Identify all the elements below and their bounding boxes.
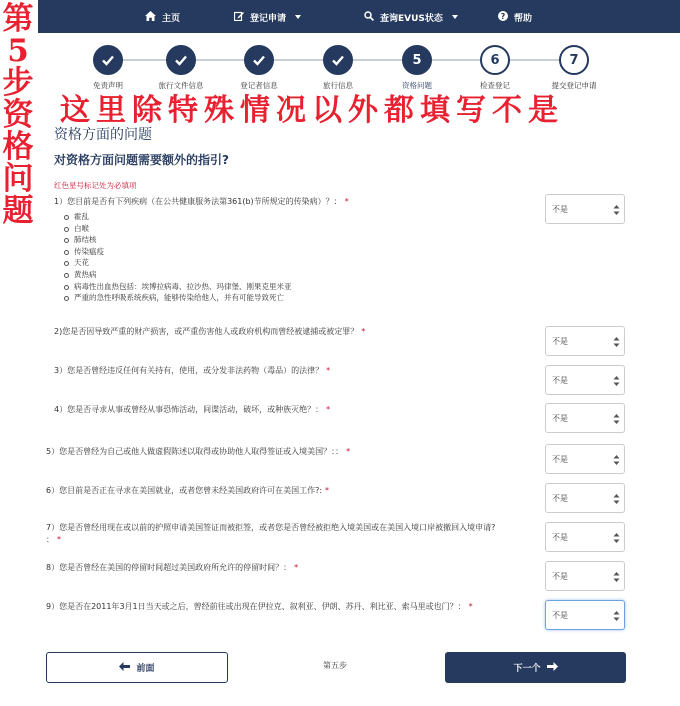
answer-select-7[interactable] [545,522,625,552]
step-done-badge [244,45,274,75]
list-item: 霍乱 [64,211,524,223]
question-text: 7）您是否曾经用现在或以前的护照申请美国签证而被拒签，或者您是否曾经被拒绝入境美国或在美国入境口岸被撤回入境申请? [46,523,496,532]
step-indicator: 第五步 [323,661,347,670]
nav-home[interactable] [145,9,180,25]
question-7 [46,522,531,546]
step-label: 登记者信息 [240,81,278,90]
next-button[interactable] [445,652,626,683]
annotation-char: 步 [2,65,34,101]
select-value: 不是 [552,413,568,423]
list-item: 病毒性出血热包括：埃博拉病毒、拉沙热、玛律堡、刚果克里米亚 [64,281,524,293]
check-icon [331,53,345,67]
select-arrows-icon [613,454,620,466]
select-value: 不是 [552,532,568,542]
disease-list [54,211,524,304]
annotation-char: 第 [2,1,34,37]
required-asterisk: * [294,563,299,572]
previous-button-label: 前面 [136,664,155,674]
step-label: 检查登记 [480,81,510,90]
select-value: 不是 [552,571,568,581]
annotation-char: 格 [2,129,34,165]
page-title: 资格方面的问题 [54,127,152,143]
answer-select-3[interactable] [545,365,625,395]
nav-register-label: 登记申请 [250,13,287,24]
question-text: 9）您是否在2011年3月1日当天或之后，曾经前往或出现在伊拉克、叙利亚、伊朗、苏丹、利比亚、索马里或也门？： [46,602,466,611]
question-5 [46,446,536,458]
step-done-badge [93,45,123,75]
nav-help[interactable] [498,9,532,25]
step-4 [299,45,377,91]
step-label: 旅行信息 [323,81,353,90]
answer-select-1[interactable] [545,194,625,224]
check-icon [174,53,188,67]
select-value: 不是 [552,204,568,214]
step-2 [142,45,220,91]
select-arrows-icon [613,532,620,544]
question-text-tail: ： [46,535,54,544]
list-item: 严重的急性呼吸系统疾病，能够传染给他人，并有可能导致死亡 [64,292,524,304]
select-value: 不是 [552,493,568,503]
check-icon [101,53,115,67]
required-asterisk: * [468,602,473,611]
step-label: 资格问题 [402,81,432,90]
top-annotation: 这里除特殊情况以外都填写不是 [60,93,564,128]
step-number: 7 [559,45,589,75]
select-arrows-icon [613,375,620,387]
question-text: 5）您是否曾经为自己或他人做虚假陈述以取得或协助他人取得签证或入境美国？：： [46,447,344,456]
previous-button[interactable] [46,652,228,683]
step-5 [378,45,456,91]
question-text: 3）您是否曾经违反任何有关持有，使用，或分发非法药物（毒品）的法律？ [54,366,324,375]
select-value: 不是 [552,375,568,385]
step-label: 旅行文件信息 [158,81,204,90]
question-circle-icon [498,11,508,24]
list-item: 黄热病 [64,269,524,281]
check-icon [252,53,266,67]
required-asterisk: * [326,366,331,375]
step-1 [69,45,147,91]
nav-status-label: 查询EVUS状态 [380,13,443,24]
search-icon [364,11,374,24]
list-item: 传染瘟疫 [64,246,524,258]
side-annotation [1,1,35,229]
question-text: 2)您是否因导致严重的财产损害，或严重伤害他人或政府机构而曾经被逮捕或被定罪？ [54,327,359,336]
arrow-right-icon [547,662,558,674]
next-button-label: 下一个 [513,664,541,674]
answer-select-8[interactable] [545,561,625,591]
eligibility-guidance-link[interactable]: 对资格方面问题需要额外的指引? [54,153,229,167]
answer-select-6[interactable] [545,483,625,513]
required-asterisk: * [346,447,351,456]
select-value: 不是 [552,336,568,346]
step-number: 5 [402,45,432,75]
nav-home-label: 主页 [162,13,181,24]
list-item: 天花 [64,257,524,269]
step-label: 提交登记申请 [551,81,597,90]
chevron-down-icon [452,15,458,19]
question-4 [54,404,534,416]
step-done-badge [166,45,196,75]
chevron-down-icon [295,15,301,19]
select-arrows-icon [613,204,620,216]
step-6 [456,45,534,91]
select-value: 不是 [552,610,568,620]
required-asterisk: * [326,405,331,414]
svg-text:?: ? [500,11,506,21]
list-item: 白喉 [64,223,524,235]
annotation-char: 5 [7,33,29,69]
select-arrows-icon [613,571,620,583]
edit-icon [234,11,244,24]
select-arrows-icon [613,336,620,348]
question-1 [54,196,524,304]
step-label: 免责声明 [93,81,123,90]
question-2 [54,326,534,338]
required-note: 红色星号标记处为必填项 [54,181,137,190]
select-value: 不是 [552,454,568,464]
question-8 [46,562,536,574]
answer-select-5[interactable] [545,444,625,474]
top-navbar [38,0,680,33]
nav-register[interactable] [234,9,301,25]
question-3 [54,365,534,377]
home-icon [145,11,156,24]
required-asterisk: * [361,327,366,336]
annotation-char: 题 [2,193,34,229]
arrow-left-icon [119,662,130,674]
select-arrows-icon [613,493,620,505]
select-arrows-icon [613,610,620,622]
required-asterisk: * [344,197,349,206]
nav-help-label: 帮助 [514,13,533,24]
step-number: 6 [480,45,510,75]
step-7 [535,45,613,91]
answer-select-2[interactable] [545,326,625,356]
step-3 [220,45,298,91]
question-text: 4）您是否寻求从事或曾经从事恐怖活动，间谍活动，破坏，或种族灭绝？： [54,405,324,414]
question-6 [46,485,536,497]
answer-select-4[interactable] [545,403,625,433]
list-item: 肺结核 [64,234,524,246]
nav-status[interactable] [364,9,458,25]
annotation-char: 问 [2,161,34,197]
question-9 [46,601,536,613]
annotation-char: 资 [2,97,34,133]
step-done-badge [323,45,353,75]
select-arrows-icon [613,413,620,425]
answer-select-9[interactable] [545,600,625,630]
question-text: 1）您目前是否有下列疾病（在公共健康服务法第361(b)节所规定的传染病）？： [54,197,342,206]
question-text: 8）您是否曾经在美国的停留时间超过美国政府所允许的停留时间？： [46,563,292,572]
required-asterisk: * [57,535,61,544]
required-asterisk: * [325,486,330,495]
question-text: 6）您目前是否正在寻求在美国就业，或者您曾未经美国政府许可在美国工作?: [46,486,323,495]
